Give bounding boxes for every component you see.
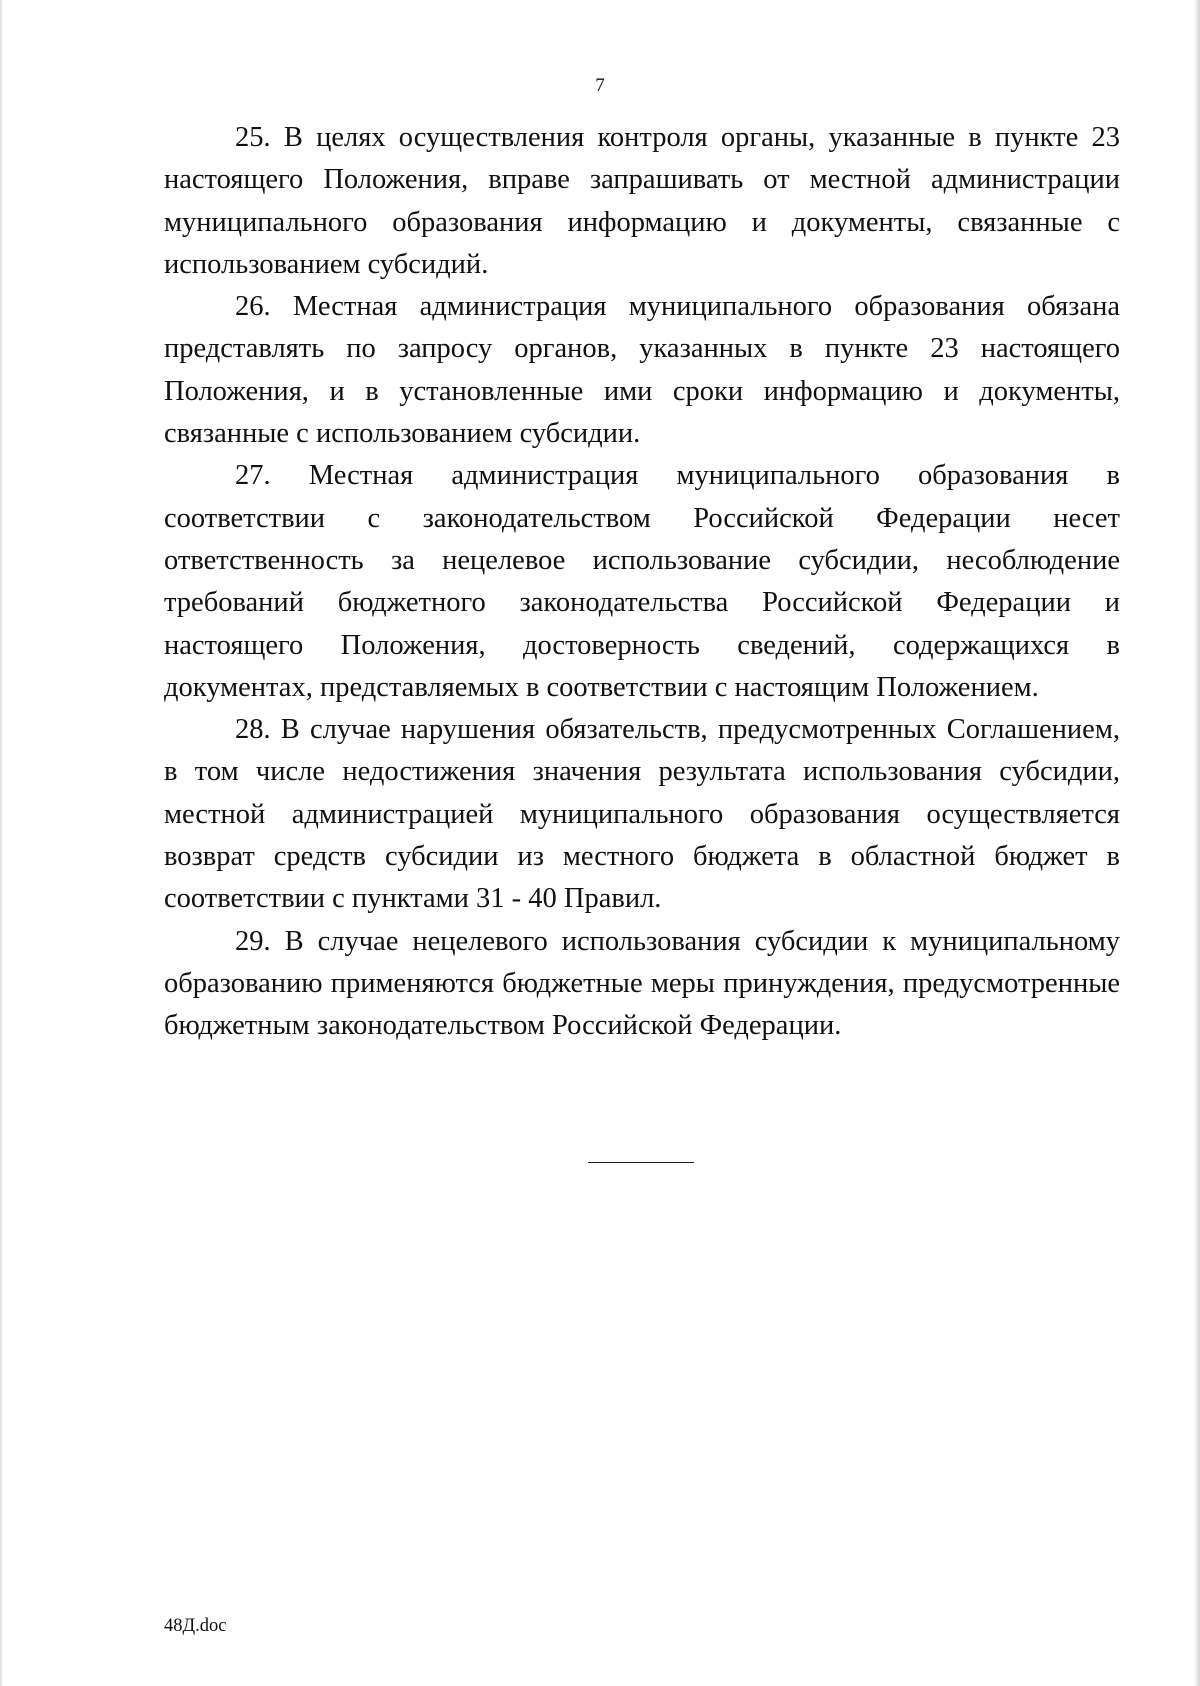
page-number: 7: [595, 75, 605, 96]
scan-edge-right: [1194, 0, 1200, 1686]
paragraph-27: 27. Местная администрация муниципального образования в соответствии с законодательством Российской Федерации несет ответственность за нецелевое использование субсидии, несоблюдение требований бюджетного законодательства Российской Федерации и настоящего Положения, достоверность сведений, содержащихся в документах, представляемых в соответствии с настоящим Положением.: [164, 460, 1120, 703]
paragraph-29: 29. В случае нецелевого использования субсидии к муниципальному образованию применяются бюджетные меры принуждения, предусмотренные бюджетным законодательством Российской Федерации.: [164, 925, 1120, 1042]
footer-filename: 48Д.doc: [164, 1616, 227, 1636]
paragraph-28: 28. В случае нарушения обязательств, предусмотренных Соглашением, в том числе недостижения значения результата использования субсидии, местной администрацией муниципального образования осуществляется возврат средств субсидии из местного бюджета в областной бюджет в соответствии с пунктами 31 - 40 Правил.: [164, 714, 1120, 915]
scan-edge-left: [0, 0, 3, 1686]
paragraph-26: 26. Местная администрация муниципального образования обязана представлять по запросу органов, указанных в пункте 23 настоящего Положения, и в установленные ими сроки информацию и документы, связанные с использованием субсидии.: [164, 291, 1120, 450]
document-body: [164, 117, 1120, 1048]
paragraph-25: 25. В целях осуществления контроля органы, указанные в пункте 23 настоящего Положения, вправе запрашивать от местной администрации муниципального образования информацию и документы, связанные с использованием субсидий.: [164, 122, 1120, 280]
end-divider-line: [588, 1162, 694, 1163]
